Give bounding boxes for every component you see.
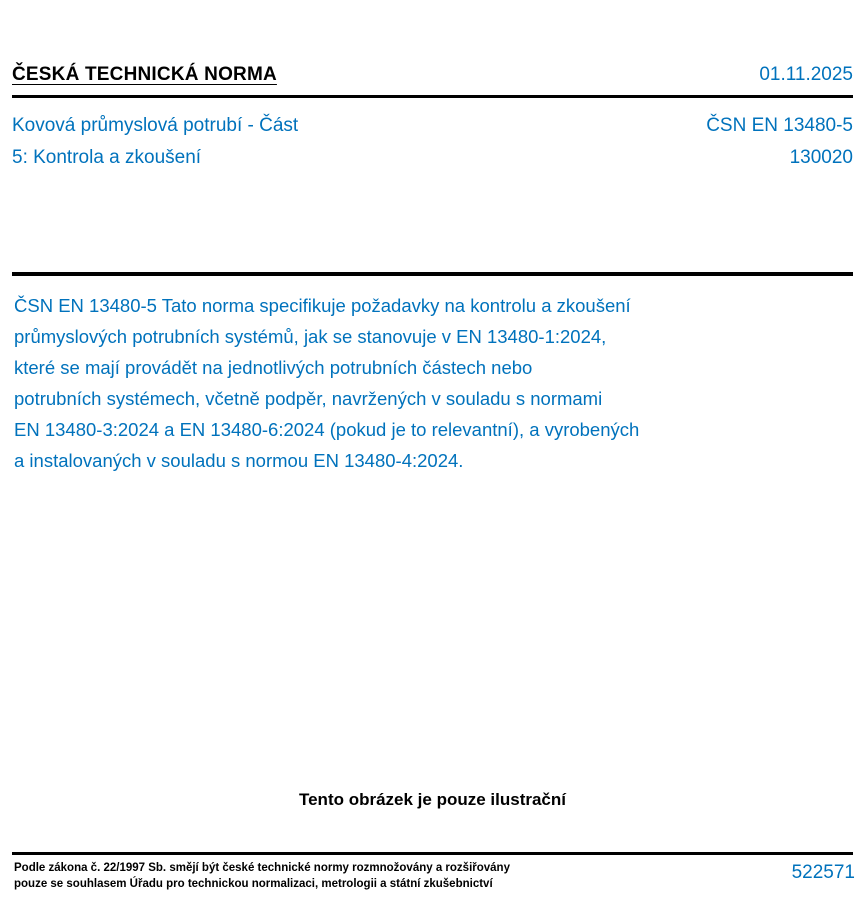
publication-date: 01.11.2025 <box>759 64 853 85</box>
document-type-label: ČESKÁ TECHNICKÁ NORMA <box>12 64 277 85</box>
footer <box>14 860 855 892</box>
standard-title <box>12 110 298 174</box>
divider-top <box>12 95 853 98</box>
standard-title-line-1: Kovová průmyslová potrubí - Část <box>12 115 299 136</box>
divider-bottom <box>12 852 853 855</box>
abstract-line: které se mají provádět na jednotlivých potrubních částech nebo <box>14 357 533 378</box>
header-row <box>12 64 853 86</box>
abstract-line: průmyslových potrubních systémů, jak se stanovuje v EN 13480-1:2024, <box>14 326 607 347</box>
title-block <box>12 110 853 174</box>
standard-title-line-2: 5: Kontrola a zkoušení <box>12 147 202 168</box>
standard-number: ČSN EN 13480-5 <box>706 115 853 136</box>
footer-legal-line: pouze se souhlasem Úřadu pro technickou normalizaci, metrologii a státní zkušebnictví <box>14 878 493 890</box>
classification-code: 130020 <box>789 147 853 168</box>
illustration-note: Tento obrázek je pouze ilustrační <box>298 790 566 809</box>
abstract-line: a instalovaných v souladu s normou EN 13480-4:2024. <box>14 450 464 471</box>
footer-legal-notice <box>14 860 510 892</box>
footer-legal-line: Podle zákona č. 22/1997 Sb. smějí být české technické normy rozmnožovány a rozšiřovány <box>14 862 510 874</box>
standard-designation <box>706 110 853 174</box>
catalog-number: 522571 <box>791 862 855 883</box>
abstract-line: EN 13480-3:2024 a EN 13480-6:2024 (pokud je to relevantní), a vyrobených <box>14 419 640 440</box>
abstract-text <box>14 290 844 476</box>
abstract-line: ČSN EN 13480-5 Tato norma specifikuje požadavky na kontrolu a zkoušení <box>14 295 631 316</box>
abstract-line: potrubních systémech, včetně podpěr, navržených v souladu s normami <box>14 388 603 409</box>
divider-middle <box>12 272 853 276</box>
